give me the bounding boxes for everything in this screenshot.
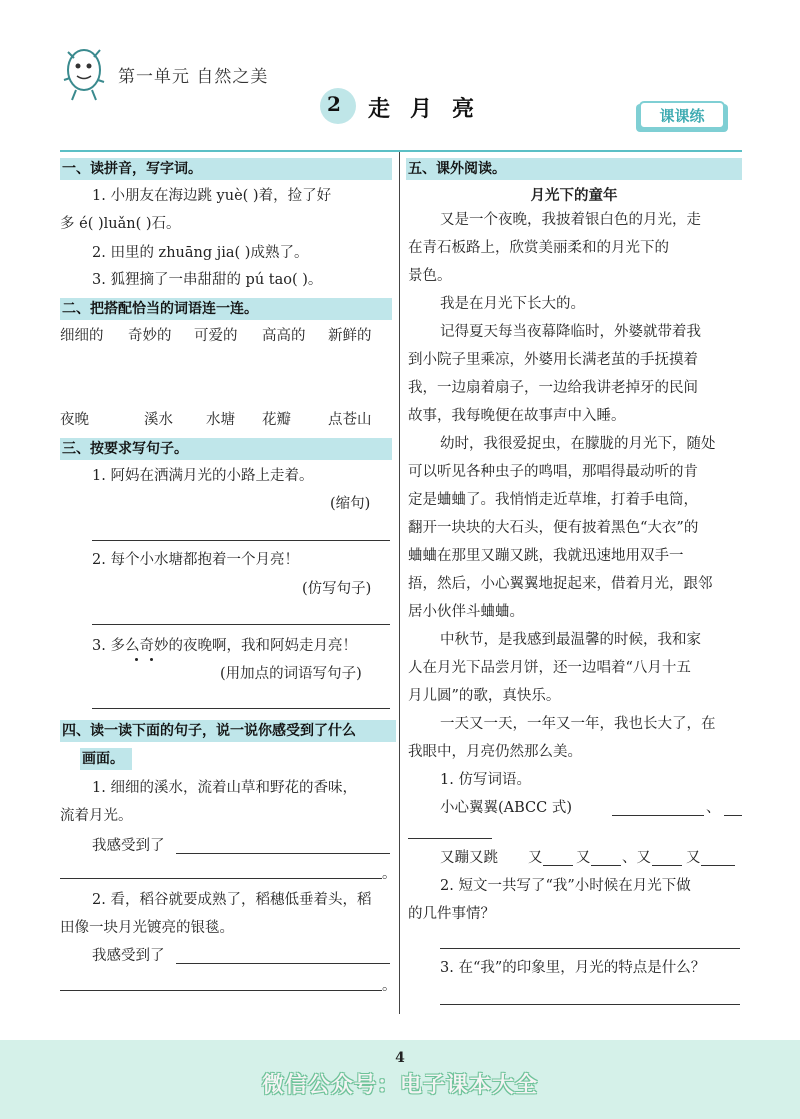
s5-q1-blank-3[interactable] <box>408 838 492 839</box>
s5-q1: 1. 仿写词语。 <box>440 772 531 788</box>
story-line: 景色。 <box>408 268 452 284</box>
word-bottom-3[interactable]: 水塘 <box>206 412 235 428</box>
column-divider <box>399 152 400 1014</box>
section-2-title: 二、把搭配恰当的词语连一连。 <box>60 298 392 320</box>
story-line: 捂，然后，小心翼翼地捉起来，借着月光，跟邻 <box>408 576 713 592</box>
s5-q2b: 的几件事情？ <box>408 906 495 922</box>
s5-q1-blank-2[interactable] <box>724 815 742 816</box>
section-1-title: 一、读拼音，写字词。 <box>60 158 392 180</box>
word-bottom-2[interactable]: 溪水 <box>144 412 173 428</box>
s4-q1-period: 。 <box>382 866 397 882</box>
s4-q1-feel: 我感受到了 <box>92 838 165 854</box>
story-line: 一天又一天，一年又一年，我也长大了，在 <box>440 716 716 732</box>
word-top-4[interactable]: 高高的 <box>262 328 306 344</box>
s4-q1a: 1. 细细的溪水，流着山草和野花的香味， <box>92 780 357 796</box>
s4-q1-answer-line-1[interactable] <box>176 853 390 854</box>
s3-q2-hint: (仿写句子) <box>302 581 372 597</box>
lesson-title: 走月亮 <box>368 96 495 122</box>
lesson-number: 2 <box>327 92 341 116</box>
story-line: 定是蛐蛐了。我悄悄走近草堆，打着手电筒， <box>408 492 698 508</box>
story-line: 我眼中，月亮仍然那么美。 <box>408 744 582 760</box>
s5-q1-a: 小心翼翼(ABCC 式) <box>440 800 573 816</box>
section-3-title: 三、按要求写句子。 <box>60 438 392 460</box>
s5-q3: 3. 在“我”的印象里，月光的特点是什么？ <box>440 960 706 976</box>
s5-q3-answer-line[interactable] <box>440 1004 740 1005</box>
s5-q1-b-part: 、又 <box>622 850 651 866</box>
s4-q2b: 田像一块月光镀亮的银毯。 <box>60 920 234 936</box>
s5-q1-b-blank[interactable] <box>591 865 621 866</box>
story-line: 翻开一块块的大石头，便有披着黑色“大衣”的 <box>408 520 699 536</box>
word-top-3[interactable]: 可爱的 <box>194 328 238 344</box>
story-line: 人在月光下品尝月饼，还一边唱着“八月十五 <box>408 660 691 676</box>
story-title: 月光下的童年 <box>530 187 618 204</box>
word-top-5[interactable]: 新鲜的 <box>328 328 372 344</box>
header-divider <box>60 150 742 152</box>
s4-q1b: 流着月光。 <box>60 808 133 824</box>
s4-q2-answer-line-2[interactable] <box>60 990 382 991</box>
story-line: 幼时，我很爱捉虫，在朦胧的月光下，随处 <box>440 436 716 452</box>
s3-q2-answer-line[interactable] <box>92 624 390 625</box>
section-5-title: 五、课外阅读。 <box>406 158 742 180</box>
s5-q1-b-blank[interactable] <box>701 865 735 866</box>
word-top-1[interactable]: 细细的 <box>60 328 104 344</box>
s5-q1-b: 又蹦又跳 <box>440 850 498 866</box>
s3-q1-hint: (缩句) <box>330 496 371 512</box>
s1-q2: 2. 田里的 zhuāng jia( )成熟了。 <box>92 245 309 261</box>
s4-q2-feel: 我感受到了 <box>92 948 165 964</box>
s4-q2-answer-line-1[interactable] <box>176 963 390 964</box>
s3-q3-hint: (用加点的词语写句子) <box>220 666 362 682</box>
word-bottom-1[interactable]: 夜晚 <box>60 412 89 428</box>
s5-q1-b-blank[interactable] <box>543 865 573 866</box>
unit-label: 第一单元 自然之美 <box>118 67 269 87</box>
story-line: 我，一边扇着扇子，一边给我讲老掉牙的民间 <box>408 380 698 396</box>
section-4-title: 四、读一读下面的句子，说一说你感受到了什么 <box>60 720 396 742</box>
wechat-watermark: 微信公众号：电子课本大全 <box>261 1073 538 1098</box>
s4-q2a: 2. 看，稻谷就要成熟了，稻穗低垂着头，稻 <box>92 892 372 908</box>
s5-q1-sep: 、 <box>706 800 721 816</box>
word-bottom-4[interactable]: 花瓣 <box>262 412 291 428</box>
s3-q3-answer-line[interactable] <box>92 708 390 709</box>
word-top-2[interactable]: 奇妙的 <box>128 328 172 344</box>
s1-q1a: 1. 小朋友在海边跳 yuè( )着，捡了好 <box>92 188 332 204</box>
s5-q1-b-part: 又 <box>576 850 591 866</box>
story-line: 月儿圆”的歌，真快乐。 <box>408 688 561 704</box>
s3-q1: 1. 阿妈在洒满月光的小路上走着。 <box>92 468 314 484</box>
story-line: 到小院子里乘凉，外婆用长满老茧的手抚摸着 <box>408 352 698 368</box>
s5-q1-blank-1[interactable] <box>612 815 704 816</box>
s3-q3: 3. 多么奇妙的夜晚啊，我和阿妈走月亮！ <box>92 638 357 654</box>
s5-q1-b-part: 又 <box>686 850 701 866</box>
s5-q1-b-blank[interactable] <box>652 865 682 866</box>
s5-q1-b-part: 又 <box>528 850 543 866</box>
s4-q1-answer-line-2[interactable] <box>60 878 382 879</box>
story-line: 居小伙伴斗蛐蛐。 <box>408 604 524 620</box>
s1-q3: 3. 狐狸摘了一串甜甜的 pú tao( )。 <box>92 272 323 288</box>
page-number: 4 <box>395 1050 405 1066</box>
story-line: 可以听见各种虫子的鸣唱，那唱得最动听的肯 <box>408 464 698 480</box>
story-line: 我是在月光下长大的。 <box>440 296 585 312</box>
s1-q1b: 多 é( )luǎn( )石。 <box>60 216 181 232</box>
kekelian-badge-icon <box>634 100 730 134</box>
s4-q2-period: 。 <box>382 978 397 994</box>
s5-q2a: 2. 短文一共写了“我”小时候在月光下做 <box>440 878 691 894</box>
badge-text: 课课练 <box>659 107 705 125</box>
section-4-title-cont: 画面。 <box>80 748 132 770</box>
s5-q2-answer-line[interactable] <box>440 948 740 949</box>
story-line: 又是一个夜晚，我披着银白色的月光，走 <box>440 212 701 228</box>
story-line: 中秋节，是我感到最温馨的时候，我和家 <box>440 632 701 648</box>
emphasis-dot <box>135 658 138 661</box>
story-line: 记得夏天每当夜幕降临时，外婆就带着我 <box>440 324 701 340</box>
mascot-icon <box>58 40 110 102</box>
story-line: 蛐蛐在那里又蹦又跳，我就迅速地用双手一 <box>408 548 684 564</box>
s3-q2: 2. 每个小水塘都抱着一个月亮！ <box>92 552 299 568</box>
emphasis-dot <box>150 658 153 661</box>
story-line: 在青石板路上，欣赏美丽柔和的月光下的 <box>408 240 669 256</box>
story-line: 故事，我每晚便在故事声中入睡。 <box>408 408 626 424</box>
s3-q1-answer-line[interactable] <box>92 540 390 541</box>
word-bottom-5[interactable]: 点苍山 <box>328 412 372 428</box>
